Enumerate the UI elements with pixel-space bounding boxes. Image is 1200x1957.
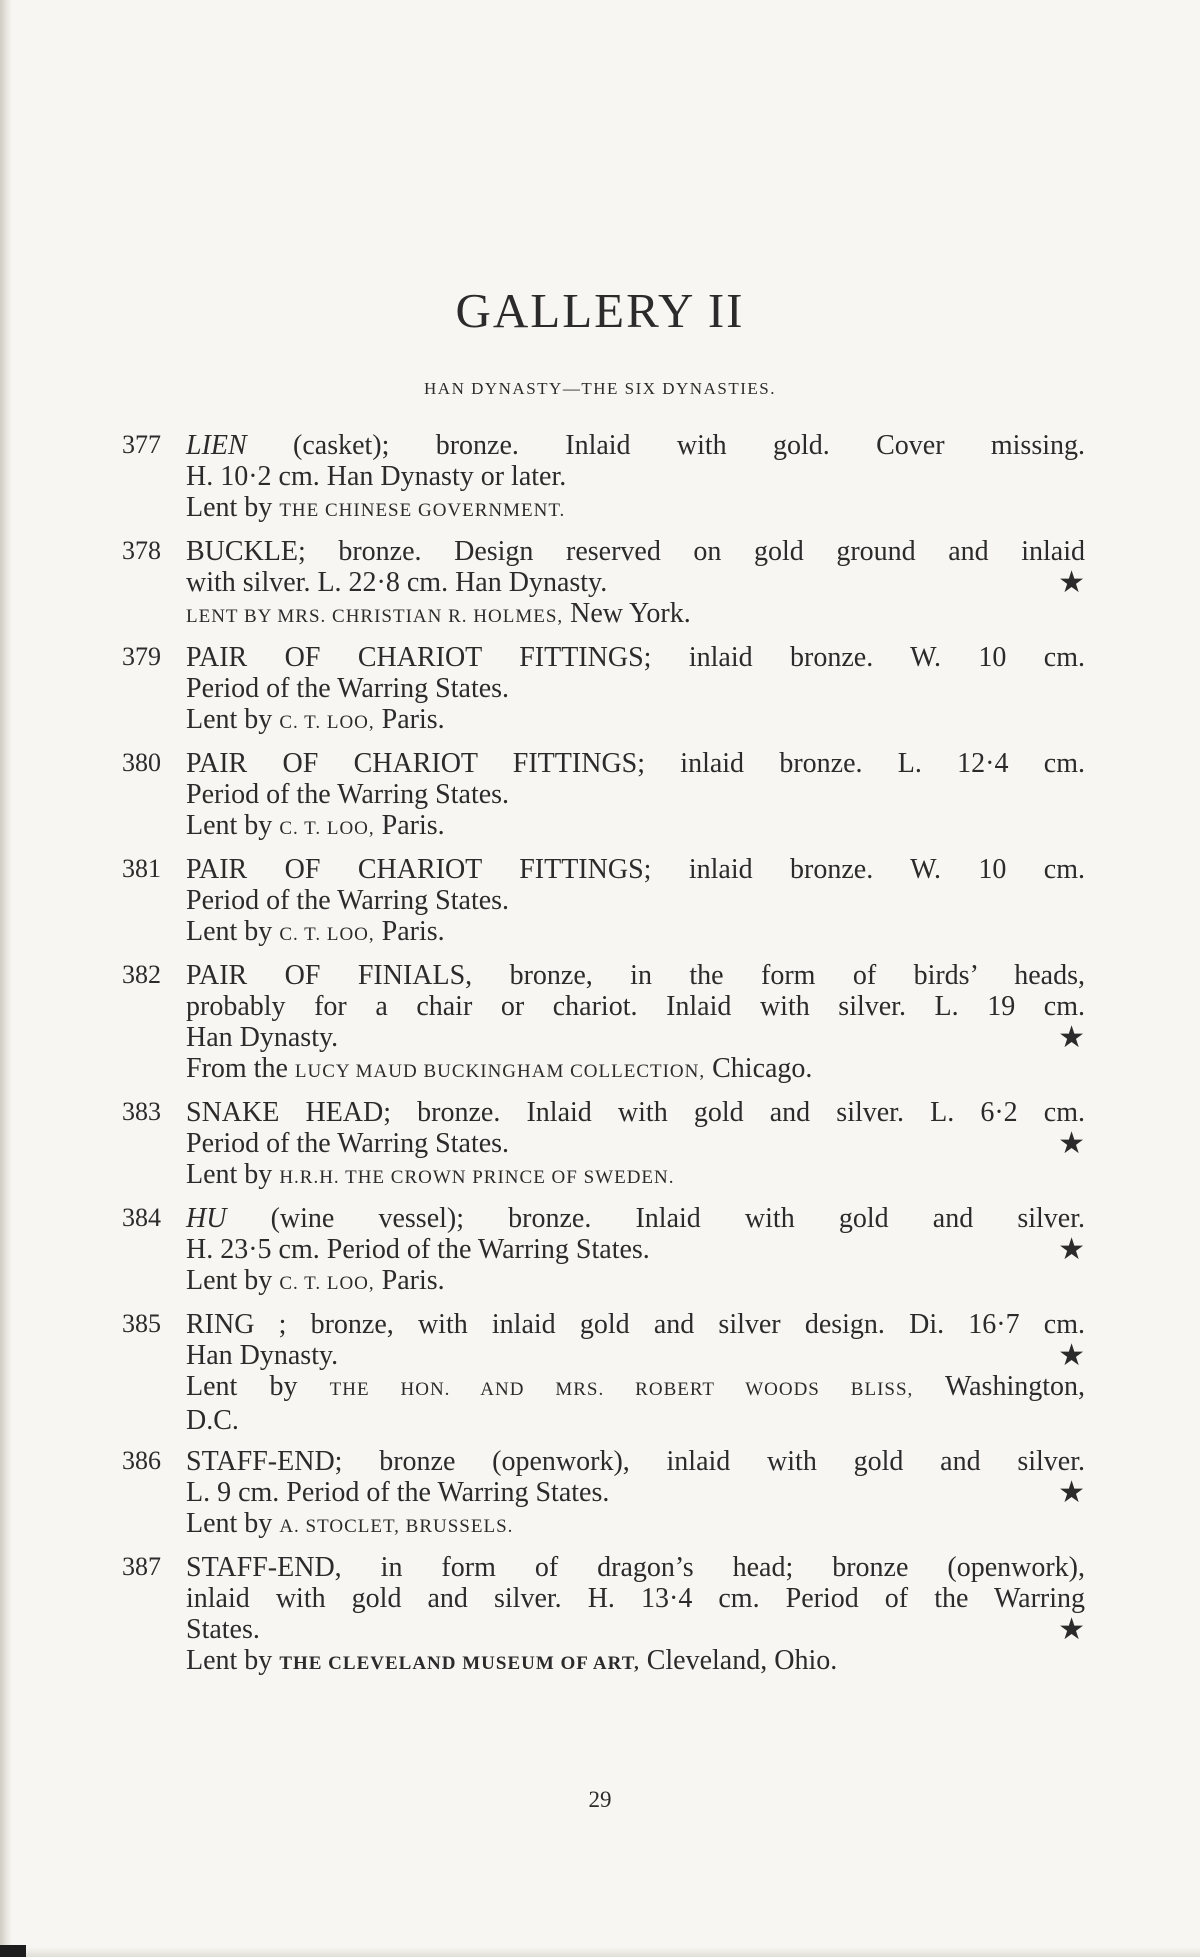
star-icon: ★ bbox=[1058, 1127, 1085, 1160]
entry-lender: Lent by C. T. LOO, Paris. bbox=[186, 810, 445, 841]
star-icon: ★ bbox=[1058, 1021, 1085, 1054]
lender-name: C. T. LOO, bbox=[279, 712, 375, 733]
star-icon: ★ bbox=[1058, 1233, 1085, 1266]
entry-description-line: STAFF-END; bronze (openwork), inlaid with gold and silver. bbox=[186, 1446, 1085, 1477]
entry-number: 380 bbox=[122, 748, 161, 777]
catalogue-entry-384 bbox=[120, 1203, 1085, 1299]
entry-description-line: Period of the Warring States. bbox=[186, 673, 510, 704]
catalogue-entry-382 bbox=[120, 960, 1085, 1087]
entry-number: 386 bbox=[122, 1446, 161, 1475]
catalogue-entry-381 bbox=[120, 854, 1085, 950]
entry-description-line: STAFF-END, in form of dragon’s head; bronze (openwork), bbox=[186, 1552, 1085, 1583]
lender-name: MRS. CHRISTIAN R. HOLMES, bbox=[277, 606, 564, 627]
catalogue-entry-387 bbox=[120, 1552, 1085, 1679]
catalogue-entry-379 bbox=[120, 642, 1085, 738]
entry-lender: Lent by A. STOCLET, BRUSSELS. bbox=[186, 1508, 514, 1539]
lender-name: THE HON. AND MRS. ROBERT WOODS BLISS, bbox=[329, 1379, 914, 1400]
entry-description-line: PAIR OF FINIALS, bronze, in the form of birds’ heads, bbox=[186, 960, 1085, 991]
entry-lender: From the LUCY MAUD BUCKINGHAM COLLECTION, Chicago. bbox=[186, 1053, 813, 1084]
entry-description-line: probably for a chair or chariot. Inlaid with silver. L. 19 cm. bbox=[186, 991, 1085, 1022]
entry-description-line: Period of the Warring States. bbox=[186, 779, 510, 810]
lender-name: THE CHINESE GOVERNMENT. bbox=[279, 500, 566, 521]
object-name: LIEN bbox=[186, 430, 247, 461]
gallery-title: GALLERY II bbox=[455, 283, 745, 338]
catalogue-entry-385 bbox=[120, 1309, 1085, 1436]
entry-lender: LENT BY MRS. CHRISTIAN R. HOLMES, New York. bbox=[186, 598, 691, 629]
entry-description-line: HU (wine vessel); bronze. Inlaid with gold and silver. bbox=[186, 1203, 1085, 1234]
entry-lender: Lent by C. T. LOO, Paris. bbox=[186, 704, 445, 735]
catalogue-entry-378 bbox=[120, 536, 1085, 632]
entry-lender-continued: D.C. bbox=[186, 1405, 239, 1436]
entry-number: 387 bbox=[122, 1552, 161, 1581]
entry-number: 378 bbox=[122, 536, 161, 565]
entry-number: 382 bbox=[122, 960, 161, 989]
entry-description-line: SNAKE HEAD; bronze. Inlaid with gold and silver. L. 6·2 cm. bbox=[186, 1097, 1085, 1128]
lender-name: C. T. LOO, bbox=[279, 818, 375, 839]
scan-corner-mark bbox=[0, 1945, 26, 1957]
entry-lender: Lent by H.R.H. THE CROWN PRINCE OF SWEDEN. bbox=[186, 1159, 675, 1190]
entry-description-line: States. ★ bbox=[186, 1613, 1085, 1646]
entry-description-line: with silver. L. 22·8 cm. Han Dynasty. ★ bbox=[186, 566, 1085, 599]
lender-name: C. T. LOO, bbox=[279, 1273, 375, 1294]
star-icon: ★ bbox=[1058, 1476, 1085, 1509]
section-subtitle: HAN DYNASTY—THE SIX DYNASTIES. bbox=[424, 379, 776, 398]
catalogue-entry-386 bbox=[120, 1446, 1085, 1542]
catalogue-entry-377 bbox=[120, 430, 1085, 526]
star-icon: ★ bbox=[1058, 1339, 1085, 1372]
entry-number: 384 bbox=[122, 1203, 161, 1232]
entry-number: 379 bbox=[122, 642, 161, 671]
entry-description-line: H. 10·2 cm. Han Dynasty or later. bbox=[186, 461, 567, 492]
lender-name: H.R.H. THE CROWN PRINCE OF SWEDEN. bbox=[279, 1167, 675, 1188]
entry-number: 385 bbox=[122, 1309, 161, 1338]
entry-description-line: PAIR OF CHARIOT FITTINGS; inlaid bronze. L. 12·4 cm. bbox=[186, 748, 1085, 779]
page-number: 29 bbox=[588, 1787, 612, 1812]
star-icon: ★ bbox=[1058, 1613, 1085, 1646]
entry-description-line: Period of the Warring States. bbox=[186, 885, 510, 916]
entry-description-line: RING ; bronze, with inlaid gold and silver design. Di. 16·7 cm. bbox=[186, 1309, 1085, 1340]
entry-lender: Lent by C. T. LOO, Paris. bbox=[186, 916, 445, 947]
entry-description-line: BUCKLE; bronze. Design reserved on gold ground and inlaid bbox=[186, 536, 1085, 567]
entry-description-line: inlaid with gold and silver. H. 13·4 cm. Period of the Warring bbox=[186, 1583, 1085, 1614]
catalogue-entry-380 bbox=[120, 748, 1085, 844]
entry-description-line: PAIR OF CHARIOT FITTINGS; inlaid bronze. W. 10 cm. bbox=[186, 854, 1085, 885]
entry-description-line: L. 9 cm. Period of the Warring States. ★ bbox=[186, 1476, 1085, 1509]
entry-number: 377 bbox=[122, 430, 161, 459]
entry-description-line: LIEN (casket); bronze. Inlaid with gold. Cover missing. bbox=[186, 430, 1085, 461]
object-name: HU bbox=[186, 1203, 227, 1234]
entry-lender: Lent by C. T. LOO, Paris. bbox=[186, 1265, 445, 1296]
entry-description-line: Han Dynasty. ★ bbox=[186, 1339, 1085, 1372]
entry-description-line: Han Dynasty. ★ bbox=[186, 1021, 1085, 1054]
star-icon: ★ bbox=[1058, 566, 1085, 599]
entry-description-line: Period of the Warring States. ★ bbox=[186, 1127, 1085, 1160]
entry-number: 383 bbox=[122, 1097, 161, 1126]
entry-description-line: PAIR OF CHARIOT FITTINGS; inlaid bronze. W. 10 cm. bbox=[186, 642, 1085, 673]
entry-number: 381 bbox=[122, 854, 161, 883]
lender-name: C. T. LOO, bbox=[279, 924, 375, 945]
catalogue-entry-383 bbox=[120, 1097, 1085, 1193]
page-bottom-edge bbox=[0, 1947, 1200, 1957]
lender-name: LUCY MAUD BUCKINGHAM COLLECTION, bbox=[294, 1061, 706, 1082]
lender-name: THE CLEVELAND MUSEUM OF ART, bbox=[279, 1653, 640, 1674]
catalogue-entries bbox=[120, 430, 1085, 1689]
lender-name: A. STOCLET, BRUSSELS. bbox=[279, 1516, 514, 1537]
entry-lender: Lent by THE CHINESE GOVERNMENT. bbox=[186, 492, 566, 523]
entry-description-line: H. 23·5 cm. Period of the Warring States. ★ bbox=[186, 1233, 1085, 1266]
entry-lender: Lent by THE CLEVELAND MUSEUM OF ART, Cleveland, Ohio. bbox=[186, 1645, 838, 1676]
entry-lender: Lent by THE HON. AND MRS. ROBERT WOODS BLISS, Washington, bbox=[186, 1371, 1086, 1402]
